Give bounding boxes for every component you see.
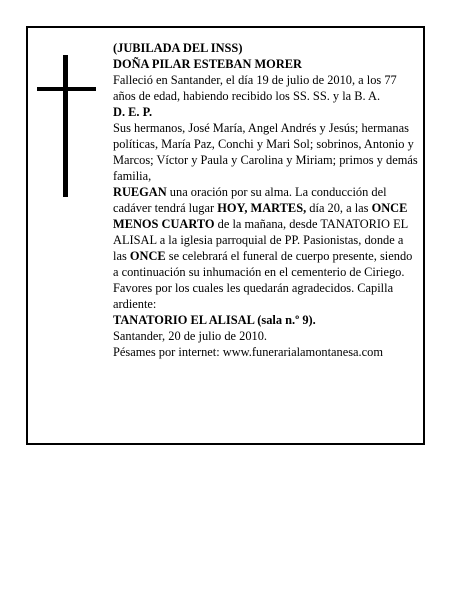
request-text-4: se celebrará el funeral de cuerpo presente, siendo a continuación su inhumación en el cementerio de Ciriego. Favores por los cuales les quedarán agradecidos. Capilla ardiente: bbox=[113, 249, 413, 311]
request-text-3: de la mañana, desde TANATORIO EL ALISAL a la iglesia parroquial de PP. Pasionistas, donde a las bbox=[113, 217, 408, 263]
condolences-line: Pésames por internet: www.funerarialamontanesa.com bbox=[113, 345, 383, 359]
family-list: Sus hermanos, José María, Angel Andrés y Jesús; hermanas políticas, María Paz, Conchi y Mari Sol; sobrinos, Antonio y Marcos; Víctor y Paula y Carolina y Miriam; primos y demás familia, bbox=[113, 121, 418, 183]
request-text-2: día 20, a las bbox=[306, 201, 372, 215]
deceased-name: DOÑA PILAR ESTEBAN MORER bbox=[113, 57, 302, 71]
funeral-request bbox=[113, 184, 418, 312]
cross-icon-crossbar bbox=[37, 87, 96, 91]
obituary-text bbox=[113, 40, 418, 360]
profession-line: (JUBILADA DEL INSS) bbox=[113, 41, 243, 55]
ruegan-label: RUEGAN bbox=[113, 185, 167, 199]
dep-line: D. E. P. bbox=[113, 105, 153, 119]
death-statement: Falleció en Santander, el día 19 de julio de 2010, a los 77 años de edad, habiendo recibido los SS. SS. y la B. A. bbox=[113, 73, 397, 103]
funeral-day: HOY, MARTES, bbox=[217, 201, 307, 215]
cross-icon bbox=[63, 55, 68, 197]
chapel-location: TANATORIO EL ALISAL (sala n.º 9). bbox=[113, 313, 316, 327]
request-text-1: una oración por su alma. La conducción del cadáver tendrá lugar bbox=[113, 185, 387, 215]
mass-time: ONCE bbox=[129, 249, 166, 263]
funeral-time: ONCE MENOS CUARTO bbox=[113, 201, 408, 231]
date-line: Santander, 20 de julio de 2010. bbox=[113, 329, 268, 343]
